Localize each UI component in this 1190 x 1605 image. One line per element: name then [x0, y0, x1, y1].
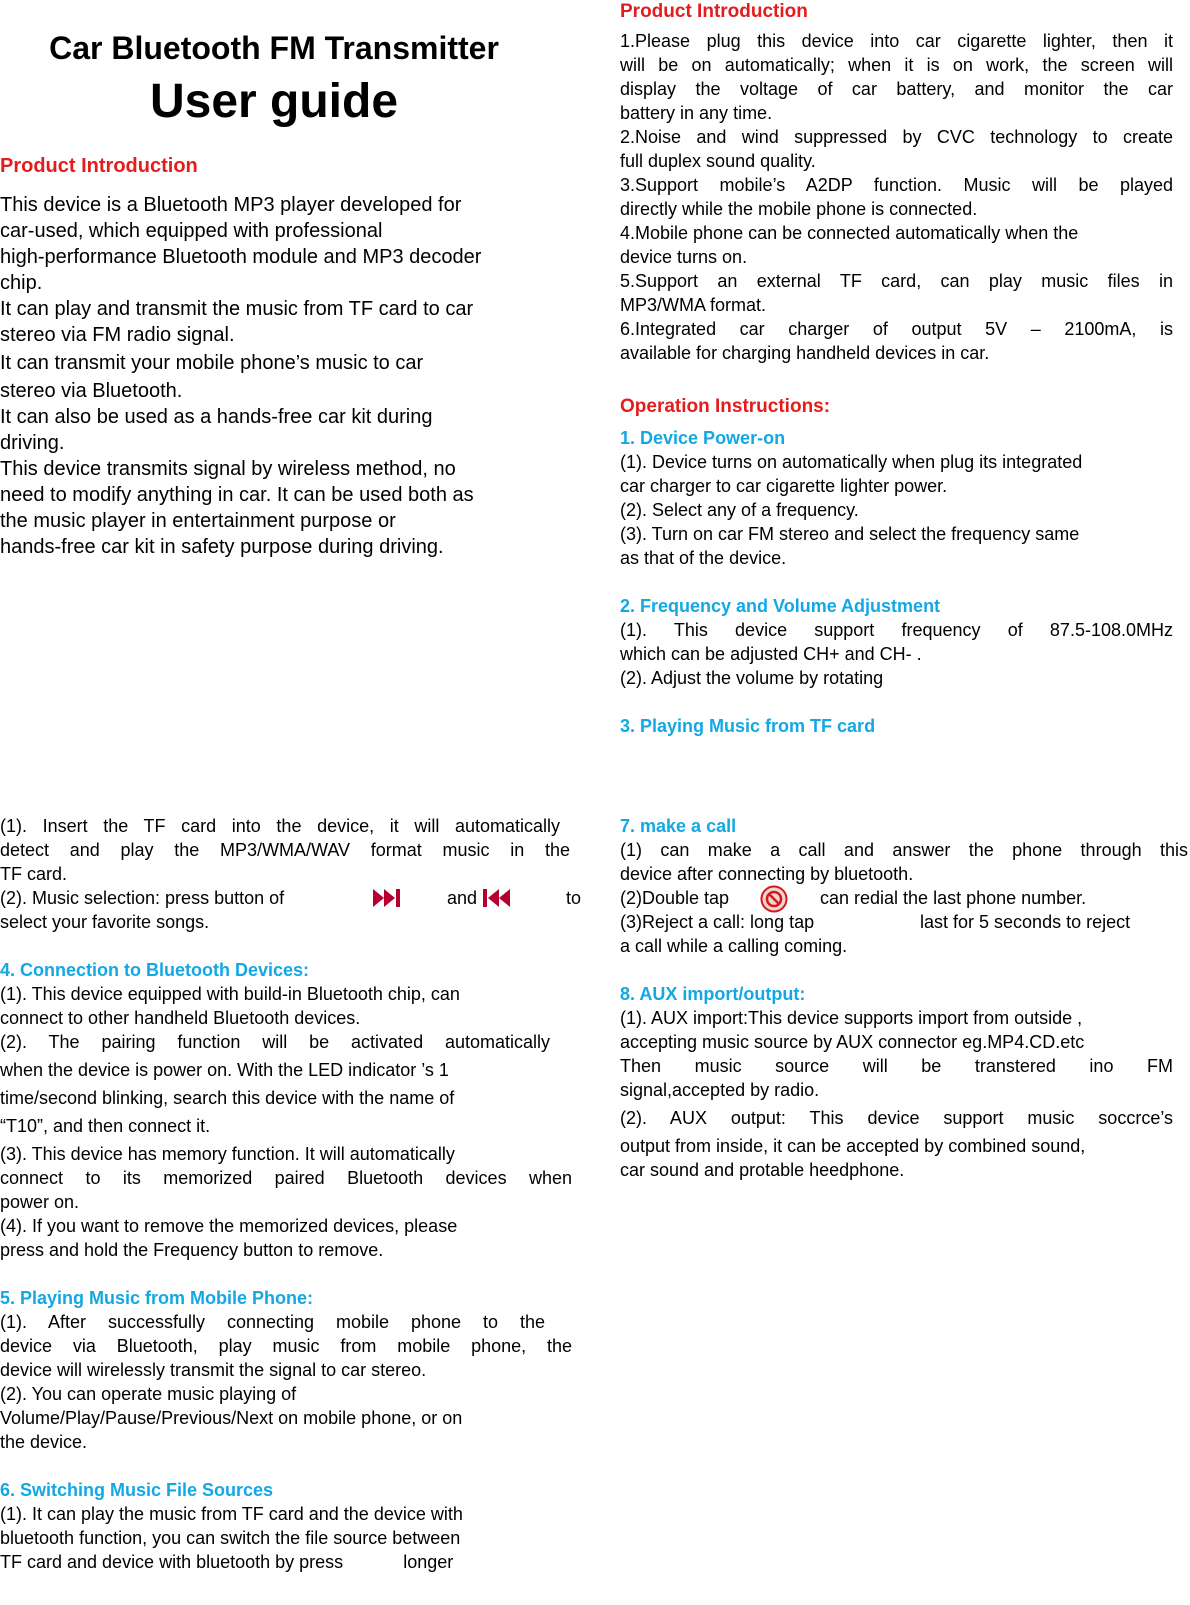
- operation-heading: Operation Instructions:: [620, 396, 831, 417]
- right-intro-line: display the voltage of car battery, and monitor the car: [620, 79, 1173, 99]
- section-3-line: detect and play the MP3/WMA/WAV format music in the: [0, 840, 570, 860]
- right-intro-line: full duplex sound quality.: [620, 151, 816, 171]
- reject-prefix: (3)Reject a call: long tap: [620, 912, 815, 932]
- section-4-line: (3). This device has memory function. It will automatically: [0, 1144, 455, 1164]
- left-intro-line: It can transmit your mobile phone’s music to car: [0, 352, 424, 374]
- section-8-heading: 8. AUX import/output:: [620, 984, 806, 1004]
- section-4-line: (4). If you want to remove the memorized devices, please: [0, 1216, 458, 1236]
- right-intro-line: device turns on.: [620, 247, 748, 267]
- section-5-line: Volume/Play/Pause/Previous/Next on mobile phone, or on: [0, 1408, 463, 1428]
- section-7-line: device after connecting by bluetooth.: [620, 864, 914, 884]
- reject-suffix: last for 5 seconds to reject: [920, 912, 1131, 932]
- section-8-line: (2). AUX output: This device support music soccrce’s: [620, 1108, 1173, 1128]
- section-4-line: connect to its memorized paired Bluetooth devices when: [0, 1168, 572, 1188]
- section-7-line: (1) can make a call and answer the phone through this: [620, 840, 1188, 860]
- music-selection-and: and: [447, 888, 478, 908]
- section-6-heading: 6. Switching Music File Sources: [0, 1480, 274, 1500]
- section-1-line: car charger to car cigarette lighter power.: [620, 476, 948, 496]
- section-8-line: Then music source will be transtered ino FM: [620, 1056, 1173, 1076]
- left-intro-line: chip.: [0, 272, 43, 294]
- section-8-line: output from inside, it can be accepted by combined sound,: [620, 1136, 1086, 1156]
- left-intro-line: It can play and transmit the music from TF card to car: [0, 298, 474, 320]
- right-intro-line: directly while the mobile phone is connected.: [620, 199, 978, 219]
- section-5-line: (1). After successfully connecting mobile phone to the: [0, 1312, 545, 1332]
- left-intro-line: It can also be used as a hands-free car kit during: [0, 406, 433, 428]
- section-1-line: (2). Select any of a frequency.: [620, 500, 859, 520]
- section-1-line: (3). Turn on car FM stereo and select the frequency same: [620, 524, 1080, 544]
- right-intro-line: 1.Please plug this device into car cigarette lighter, then it: [620, 31, 1173, 51]
- left-intro-line: need to modify anything in car. It can be used both as: [0, 484, 474, 506]
- right-intro-line: battery in any time.: [620, 103, 773, 123]
- section-2-line: (2). Adjust the volume by rotating: [620, 668, 884, 688]
- section-1-line: (1). Device turns on automatically when plug its integrated: [620, 452, 1083, 472]
- title-line-2: User guide: [149, 75, 399, 128]
- right-intro-line: 4.Mobile phone can be connected automatically when the: [620, 223, 1079, 243]
- section-5-line: (2). You can operate music playing of: [0, 1384, 297, 1404]
- section-1-heading: 1. Device Power-on: [620, 428, 786, 448]
- section-3-line: (1). Insert the TF card into the device, it will automatically: [0, 816, 560, 836]
- section-8-line: accepting music source by AUX connector eg.MP4.CD.etc: [620, 1032, 1085, 1052]
- right-intro-line: 2.Noise and wind suppressed by CVC technology to create: [620, 127, 1173, 147]
- section-5-line: device via Bluetooth, play music from mobile phone, the: [0, 1336, 572, 1356]
- section-4-line: when the device is power on. With the LED indicator ’s 1: [0, 1060, 449, 1080]
- left-intro-line: high-performance Bluetooth module and MP3 decoder: [0, 246, 482, 268]
- section-8-line: (1). AUX import:This device supports import from outside ,: [620, 1008, 1083, 1028]
- left-intro-line: driving.: [0, 432, 65, 454]
- left-intro-heading: Product Introduction: [0, 155, 198, 177]
- left-intro-line: car-used, which equipped with professional: [0, 220, 383, 242]
- section-6-line: TF card and device with bluetooth by press longer: [0, 1552, 454, 1572]
- section-4-line: press and hold the Frequency button to remove.: [0, 1240, 384, 1260]
- left-intro-line: hands-free car kit in safety purpose during driving.: [0, 536, 444, 558]
- reject-line-2: a call while a calling coming.: [620, 936, 848, 956]
- section-4-line: power on.: [0, 1192, 80, 1212]
- title-line-1: Car Bluetooth FM Transmitter: [49, 30, 499, 66]
- left-intro-line: This device transmits signal by wireless method, no: [0, 458, 456, 480]
- redial-suffix: can redial the last phone number.: [820, 888, 1087, 908]
- section-3-line: TF card.: [0, 864, 68, 884]
- section-5-heading: 5. Playing Music from Mobile Phone:: [0, 1288, 314, 1308]
- section-2-line: which can be adjusted CH+ and CH- .: [620, 644, 922, 664]
- section-5-line: device will wirelessly transmit the signal to car stereo.: [0, 1360, 427, 1380]
- previous-track-icon: [481, 887, 513, 909]
- section-6-line: bluetooth function, you can switch the file source between: [0, 1528, 461, 1548]
- section-8-line: signal,accepted by radio.: [620, 1080, 820, 1100]
- right-intro-line: available for charging handheld devices in car.: [620, 343, 990, 363]
- section-3-heading: 3. Playing Music from TF card: [620, 716, 876, 736]
- section-7-heading: 7. make a call: [620, 816, 737, 836]
- right-intro-line: 5.Support an external TF card, can play music files in: [620, 271, 1173, 291]
- music-selection-prefix: (2). Music selection: press button of: [0, 888, 285, 908]
- section-8-line: car sound and protable heedphone.: [620, 1160, 905, 1180]
- left-intro-line: stereo via Bluetooth.: [0, 380, 183, 402]
- section-4-heading: 4. Connection to Bluetooth Devices:: [0, 960, 310, 980]
- section-4-line: “T10”, and then connect it.: [0, 1116, 211, 1136]
- section-4-line: time/second blinking, search this device with the name of: [0, 1088, 455, 1108]
- redial-prefix: (2)Double tap: [620, 888, 730, 908]
- music-selection-line-2: select your favorite songs.: [0, 912, 210, 932]
- right-intro-line: MP3/WMA format.: [620, 295, 767, 315]
- left-intro-line: This device is a Bluetooth MP3 player developed for: [0, 194, 462, 216]
- left-intro-line: stereo via FM radio signal.: [0, 324, 235, 346]
- section-4-line: (2). The pairing function will be activated automatically: [0, 1032, 550, 1052]
- section-4-line: connect to other handheld Bluetooth devices.: [0, 1008, 361, 1028]
- right-intro-line: will be on automatically; when it is on work, the screen will: [620, 55, 1173, 75]
- section-1-line: as that of the device.: [620, 548, 787, 568]
- right-intro-heading: Product Introduction: [620, 1, 808, 22]
- left-intro-line: the music player in entertainment purpose or: [0, 510, 396, 532]
- section-6-line: (1). It can play the music from TF card and the device with: [0, 1504, 463, 1524]
- right-intro-line: 6.Integrated car charger of output 5V – 2100mA, is: [620, 319, 1173, 339]
- music-selection-to: to: [566, 888, 582, 908]
- section-4-line: (1). This device equipped with build-in Bluetooth chip, can: [0, 984, 460, 1004]
- call-button-icon: [760, 885, 788, 913]
- right-intro-line: 3.Support mobile’s A2DP function. Music will be played: [620, 175, 1173, 195]
- section-5-line: the device.: [0, 1432, 88, 1452]
- next-track-icon: [372, 887, 404, 909]
- section-2-line: (1). This device support frequency of 87.5-108.0MHz: [620, 620, 1173, 640]
- section-2-heading: 2. Frequency and Volume Adjustment: [620, 596, 941, 616]
